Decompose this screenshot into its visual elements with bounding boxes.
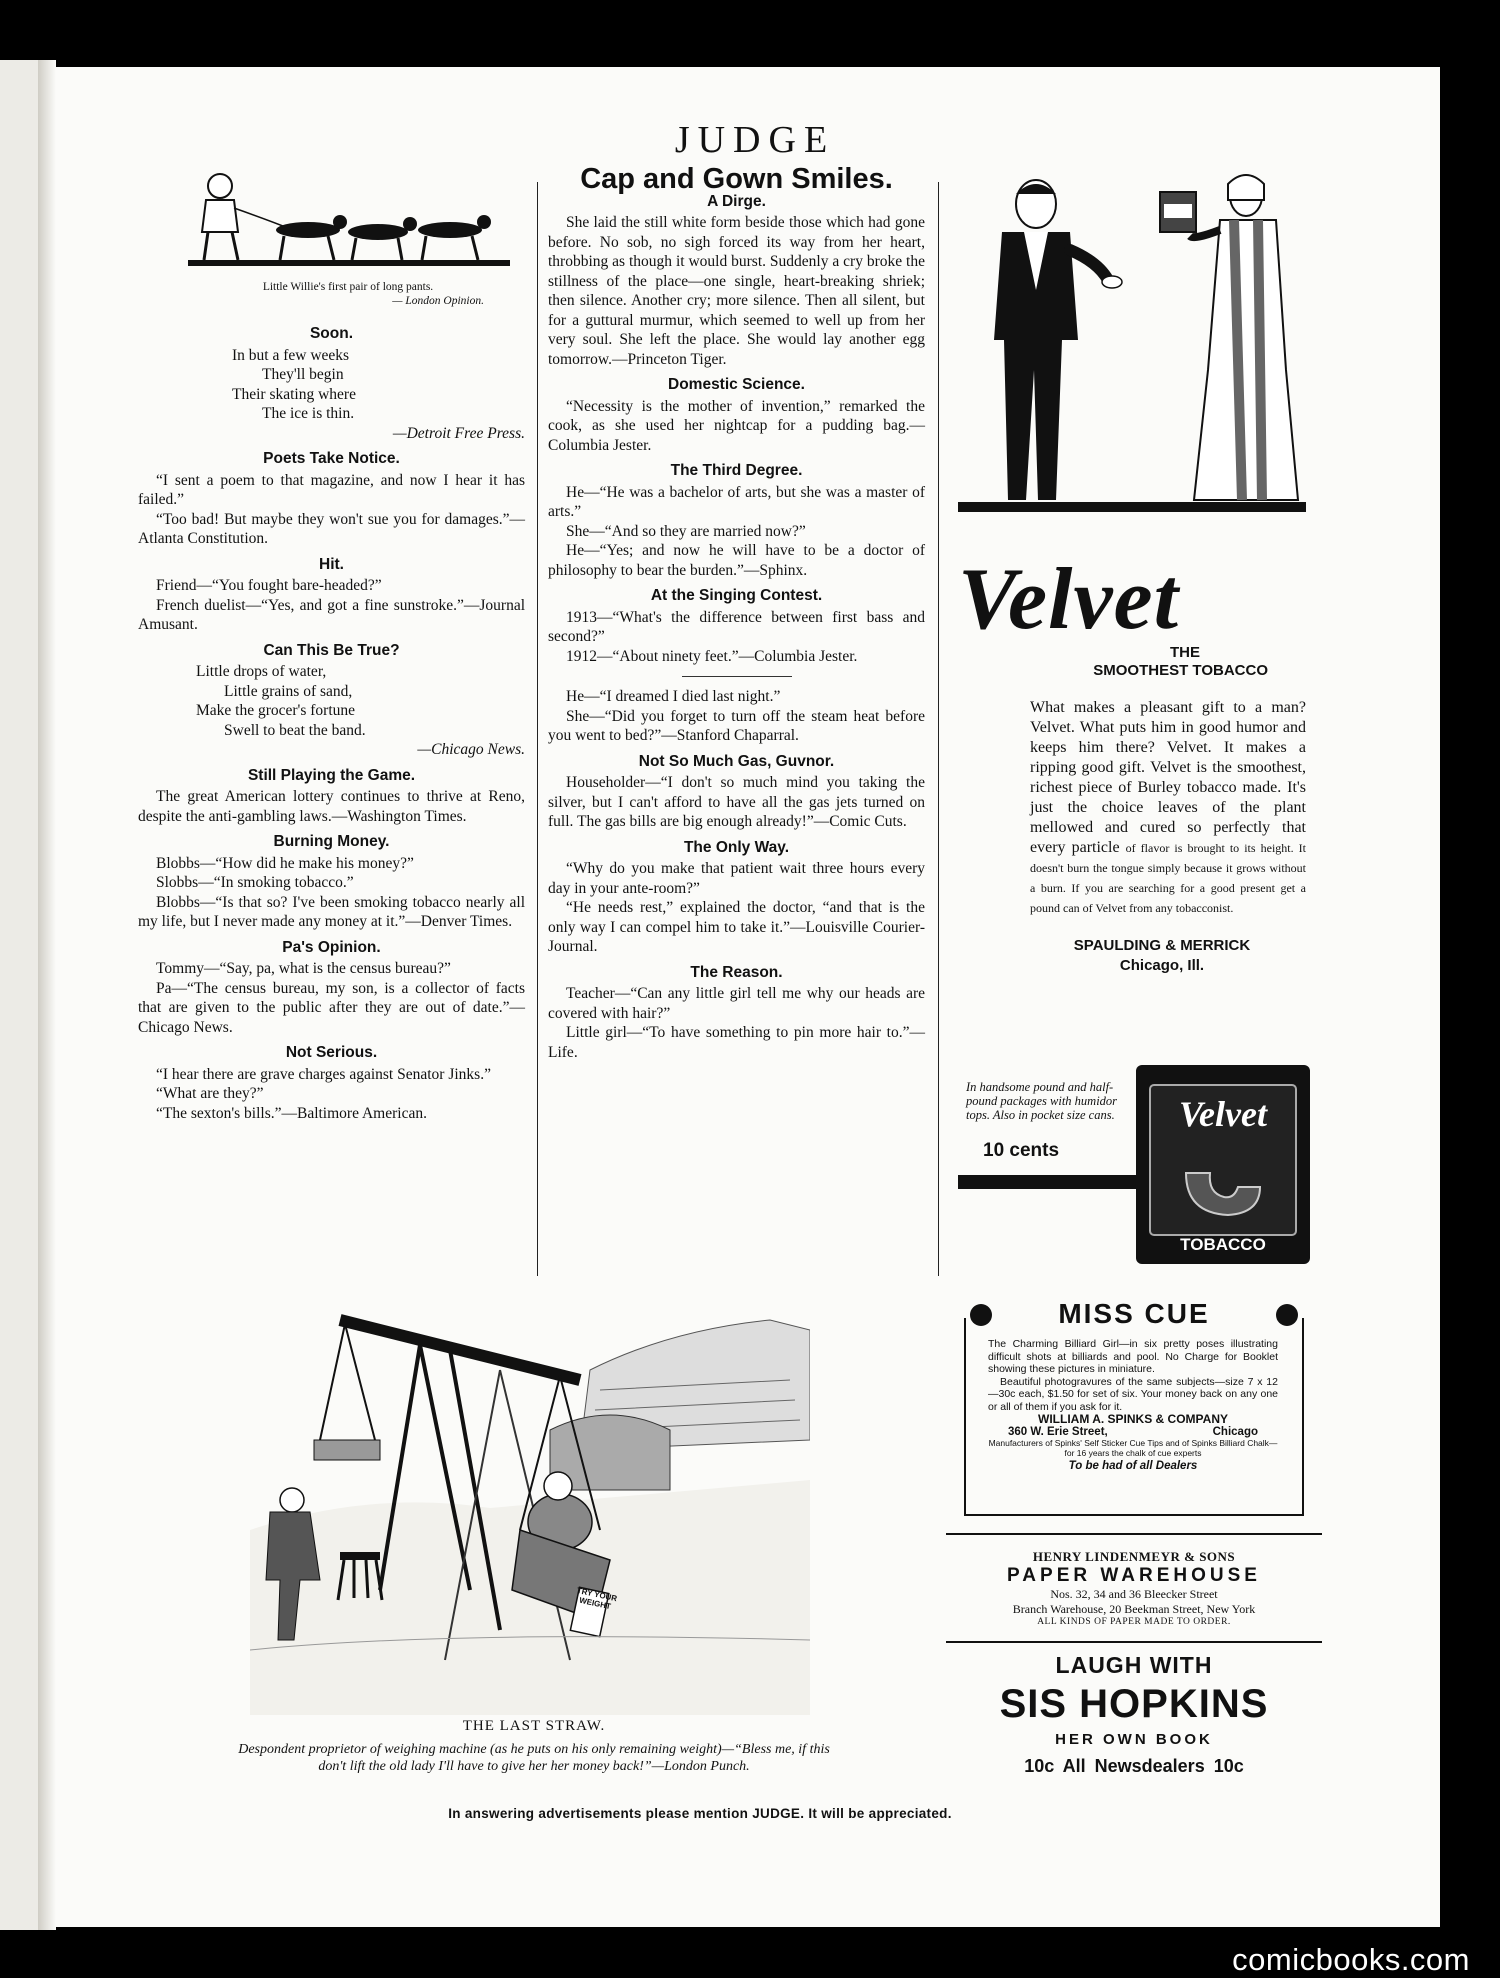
velvet-price: 10 cents bbox=[983, 1140, 1060, 1161]
rule bbox=[946, 1533, 1322, 1535]
heading-hit: Hit. bbox=[319, 555, 344, 573]
miss-cue-text: Beautiful photogravures of the same subjects—size 7 x 12—30c each, $1.50 for set of six. Your money back on any one or all of them if you ask for it. bbox=[988, 1375, 1278, 1413]
heading-not-so-much-gas: Not So Much Gas, Guvnor. bbox=[638, 752, 835, 770]
verse-line: Little grains of sand, bbox=[224, 682, 353, 700]
paragraph: Slobbs—“In smoking tobacco.” bbox=[156, 874, 354, 891]
verse-line: Make the grocer's fortune bbox=[196, 702, 356, 719]
last-straw-cartoon bbox=[250, 1290, 810, 1715]
verse-line: In but a few weeks bbox=[232, 346, 350, 364]
paragraph: Teacher—“Can any little girl tell me why our heads are covered with hair?” bbox=[548, 985, 925, 1022]
jokes-column-left bbox=[138, 318, 525, 1123]
miss-cue-address-line bbox=[988, 1426, 1278, 1439]
paragraph: She laid the still white form beside those which had gone before. No sob, no sigh forced its way from her heart, throbbing as though it would burst. Suddenly a cry broke the stillness of the place—one single, heart-breaking shriek; then silence. Another cry; more silence. Then all silent, but for a guttural murmur, which seemed to well up from her very soul. She left the place. She would lay another egg tomorrow.—Princeton Tiger. bbox=[548, 214, 925, 368]
velvet-body-small: of flavor is brought to its height. It doesn't burn the tongue simply because it grows without a burn. If you are searching for a good present get a pound can of Velvet from any tobacconist. bbox=[1030, 841, 1307, 915]
miss-cue-address: 360 W. Erie Street, bbox=[1008, 1425, 1108, 1438]
cartoon-caption bbox=[236, 1718, 832, 1775]
miss-cue-mfr: Manufacturers of Spinks' Self Sticker Cue Tips and of Spinks Billiard Chalk—for 16 years the chalk of cue experts bbox=[988, 1438, 1278, 1458]
watermark: comicbooks.com bbox=[1232, 1942, 1470, 1977]
lindenmeyr-ad bbox=[946, 1549, 1322, 1627]
heading-not-serious: Not Serious. bbox=[285, 1044, 378, 1061]
miss-cue-company: WILLIAM A. SPINKS & COMPANY bbox=[1038, 1412, 1228, 1426]
heading-can-this-be-true: Can This Be True? bbox=[263, 641, 400, 659]
sis-hopkins-ad bbox=[946, 1652, 1322, 1777]
velvet-tagline: SMOOTHEST TOBACCO bbox=[1093, 662, 1268, 679]
cartoon-title: THE LAST STRAW. bbox=[462, 1718, 606, 1734]
paragraph: Tommy—“Say, pa, what is the census bureau?” bbox=[156, 960, 451, 977]
sis-title: SIS HOPKINS bbox=[999, 1682, 1269, 1726]
heading-pas-opinion: Pa's Opinion. bbox=[282, 938, 381, 956]
heading-only-way: The Only Way. bbox=[683, 838, 790, 856]
velvet-body bbox=[1030, 698, 1306, 918]
paragraph: “I sent a poem to that magazine, and now I hear it has failed.” bbox=[138, 471, 525, 508]
column-divider bbox=[938, 182, 939, 1276]
paragraph: Friend—“You fought bare-headed?” bbox=[156, 577, 382, 594]
lindenmeyr-tagline: ALL KINDS OF PAPER MADE TO ORDER. bbox=[1037, 1617, 1231, 1627]
miss-cue-city: Chicago bbox=[1212, 1425, 1258, 1438]
paragraph: Pa—“The census bureau, my son, is a collector of facts that are given to the public after they are out of date.”—Chicago News. bbox=[138, 979, 525, 1036]
column-divider bbox=[537, 182, 538, 1276]
paragraph: “Necessity is the mother of invention,” remarked the cook, as she used her nightcap for a pudding bag.—Columbia Jester. bbox=[548, 397, 925, 454]
velvet-maker bbox=[1018, 936, 1306, 976]
sis-line1: LAUGH WITH bbox=[1055, 1652, 1213, 1678]
willie-caption bbox=[178, 280, 518, 308]
velvet-bar bbox=[958, 1175, 1136, 1189]
heading-a-dirge: A Dirge. bbox=[707, 192, 766, 210]
rule bbox=[946, 1641, 1322, 1643]
miss-cue-title: MISS CUE bbox=[1058, 1298, 1210, 1329]
lindenmeyr-title: PAPER WAREHOUSE bbox=[1007, 1565, 1261, 1586]
source-credit: —Chicago News. bbox=[417, 741, 525, 758]
miss-cue-body bbox=[988, 1338, 1278, 1473]
heading-the-reason: The Reason. bbox=[690, 963, 783, 981]
verse-line: They'll begin bbox=[262, 366, 344, 383]
paragraph: 1912—“About ninety feet.”—Columbia Jester. bbox=[566, 647, 858, 665]
miss-cue-foot: To be had of all Dealers bbox=[1068, 1460, 1198, 1472]
paragraph: He—“I dreamed I died last night.” bbox=[566, 688, 781, 705]
section-title: Cap and Gown Smiles. bbox=[580, 163, 893, 195]
velvet-tin-logo: Velvet bbox=[1179, 1094, 1267, 1134]
paragraph: “Why do you make that patient wait three hours every day in your ante-room?” bbox=[548, 860, 925, 897]
paragraph: “He needs rest,” explained the doctor, “and that is the only way I can compel him to take it.”—Louisville Courier-Journal. bbox=[548, 899, 925, 955]
verse-line: Swell to beat the band. bbox=[224, 721, 366, 739]
velvet-ad-illustration bbox=[958, 170, 1306, 514]
willie-caption-source: — London Opinion. bbox=[392, 295, 484, 307]
paragraph: She—“Did you forget to turn off the steam heat before you went to bed?”—Stanford Chaparral. bbox=[548, 707, 925, 744]
velvet-body-text: What makes a pleasant gift to a man? Velvet. What puts him in good humor and keeps him there? Velvet. It makes a ripping good gift. Velvet is the smoothest, richest piece of Burley tobacco made. It's just the choice leaves of the plant mellowed and cured so perfectly that every particle bbox=[1030, 699, 1306, 856]
heading-still-playing: Still Playing the Game. bbox=[247, 766, 416, 784]
velvet-tin-text: In handsome pound and half-pound packages with humidor tops. Also in pocket size cans. bbox=[966, 1080, 1118, 1122]
velvet-maker-city: Chicago, Ill. bbox=[1119, 957, 1205, 974]
footer-notice: In answering advertisements please mention JUDGE. It will be appreciated. bbox=[448, 1806, 952, 1821]
heading-singing-contest: At the Singing Contest. bbox=[650, 587, 823, 604]
cartoon-text: Despondent proprietor of weighing machine (as he puts on his only remaining weight)—“Bless me, if this don't lift the old lady I'll have to give her her money back!”—London Punch. bbox=[238, 1742, 830, 1774]
paragraph: He—“Yes; and now he will have to be a doctor of philosophy to bear the burden.”—Sphinx. bbox=[548, 542, 925, 579]
paragraph: Householder—“I don't so much mind you taking the silver, but I can't afford to have all the gas jets turned on full. The gas bills are big enough already!”—Comic Cuts. bbox=[548, 774, 925, 830]
miss-cue-ad bbox=[962, 1298, 1306, 1520]
paragraph: “What are they?” bbox=[156, 1085, 264, 1102]
velvet-maker-name: SPAULDING & MERRICK bbox=[1073, 937, 1251, 954]
sis-subtitle: HER OWN BOOK bbox=[1055, 1731, 1213, 1748]
miss-cue-text: The Charming Billiard Girl—in six pretty poses illustrating difficult shots at billiards and pool. No Charge for Booklet showing these pictures in miniature. bbox=[988, 1338, 1278, 1375]
paragraph: The great American lottery continues to thrive at Reno, despite the anti-gambling laws.—Washington Times. bbox=[138, 788, 525, 825]
binding-shadow bbox=[38, 60, 56, 1930]
try-your-weight-sign: TRY YOUR WEIGHT bbox=[576, 1585, 618, 1612]
verse-line: The ice is thin. bbox=[262, 405, 355, 422]
paragraph: Blobbs—“How did he make his money?” bbox=[156, 854, 414, 872]
jokes-column-middle bbox=[548, 163, 925, 1062]
paragraph: Little girl—“To have something to pin more hair to.”—Life. bbox=[548, 1024, 925, 1061]
little-willie-illustration bbox=[188, 172, 510, 276]
heading-poets: Poets Take Notice. bbox=[263, 450, 400, 467]
velvet-tin-ad bbox=[958, 1063, 1318, 1266]
masthead: JUDGE bbox=[674, 119, 836, 161]
separator bbox=[682, 676, 792, 677]
verse-line: Their skating where bbox=[232, 385, 356, 403]
paragraph: “I hear there are grave charges against Senator Jinks.” bbox=[156, 1065, 491, 1083]
paragraph: 1913—“What's the difference between first bass and second?” bbox=[548, 608, 925, 645]
velvet-text-ad bbox=[958, 551, 1307, 976]
paragraph: She—“And so they are married now?” bbox=[566, 522, 806, 540]
velvet-tin-label: TOBACCO bbox=[1180, 1235, 1266, 1254]
paragraph: “The sexton's bills.”—Baltimore American. bbox=[156, 1104, 427, 1122]
paragraph: He—“He was a bachelor of arts, but she was a master of arts.” bbox=[548, 483, 925, 520]
velvet-tag-the: THE bbox=[1170, 644, 1200, 661]
paragraph: “Too bad! But maybe they won't sue you for damages.”—Atlanta Constitution. bbox=[138, 510, 525, 547]
verse-line: Little drops of water, bbox=[196, 663, 327, 680]
velvet-logo: Velvet bbox=[958, 551, 1180, 648]
heading-soon: Soon. bbox=[309, 325, 354, 342]
paragraph: French duelist—“Yes, and got a fine sunstroke.”—Journal Amusant. bbox=[138, 596, 525, 633]
lindenmeyr-name: HENRY LINDENMEYR & SONS bbox=[1032, 1549, 1236, 1564]
heading-third-degree: The Third Degree. bbox=[670, 462, 803, 479]
sis-price: 10c All Newsdealers 10c bbox=[1024, 1756, 1244, 1776]
heading-burning-money: Burning Money. bbox=[273, 833, 390, 850]
lindenmeyr-address: Nos. 32, 34 and 36 Bleecker Street bbox=[1050, 1587, 1218, 1601]
paragraph: Blobbs—“Is that so? I've been smoking tobacco nearly all my life, but I never made any money at it.”—Denver Times. bbox=[138, 893, 525, 930]
source-credit: —Detroit Free Press. bbox=[392, 424, 525, 442]
lindenmeyr-branch: Branch Warehouse, 20 Beekman Street, New York bbox=[1012, 1602, 1256, 1616]
heading-domestic-science: Domestic Science. bbox=[668, 376, 805, 393]
willie-caption-text: Little Willie's first pair of long pants. bbox=[262, 281, 434, 293]
